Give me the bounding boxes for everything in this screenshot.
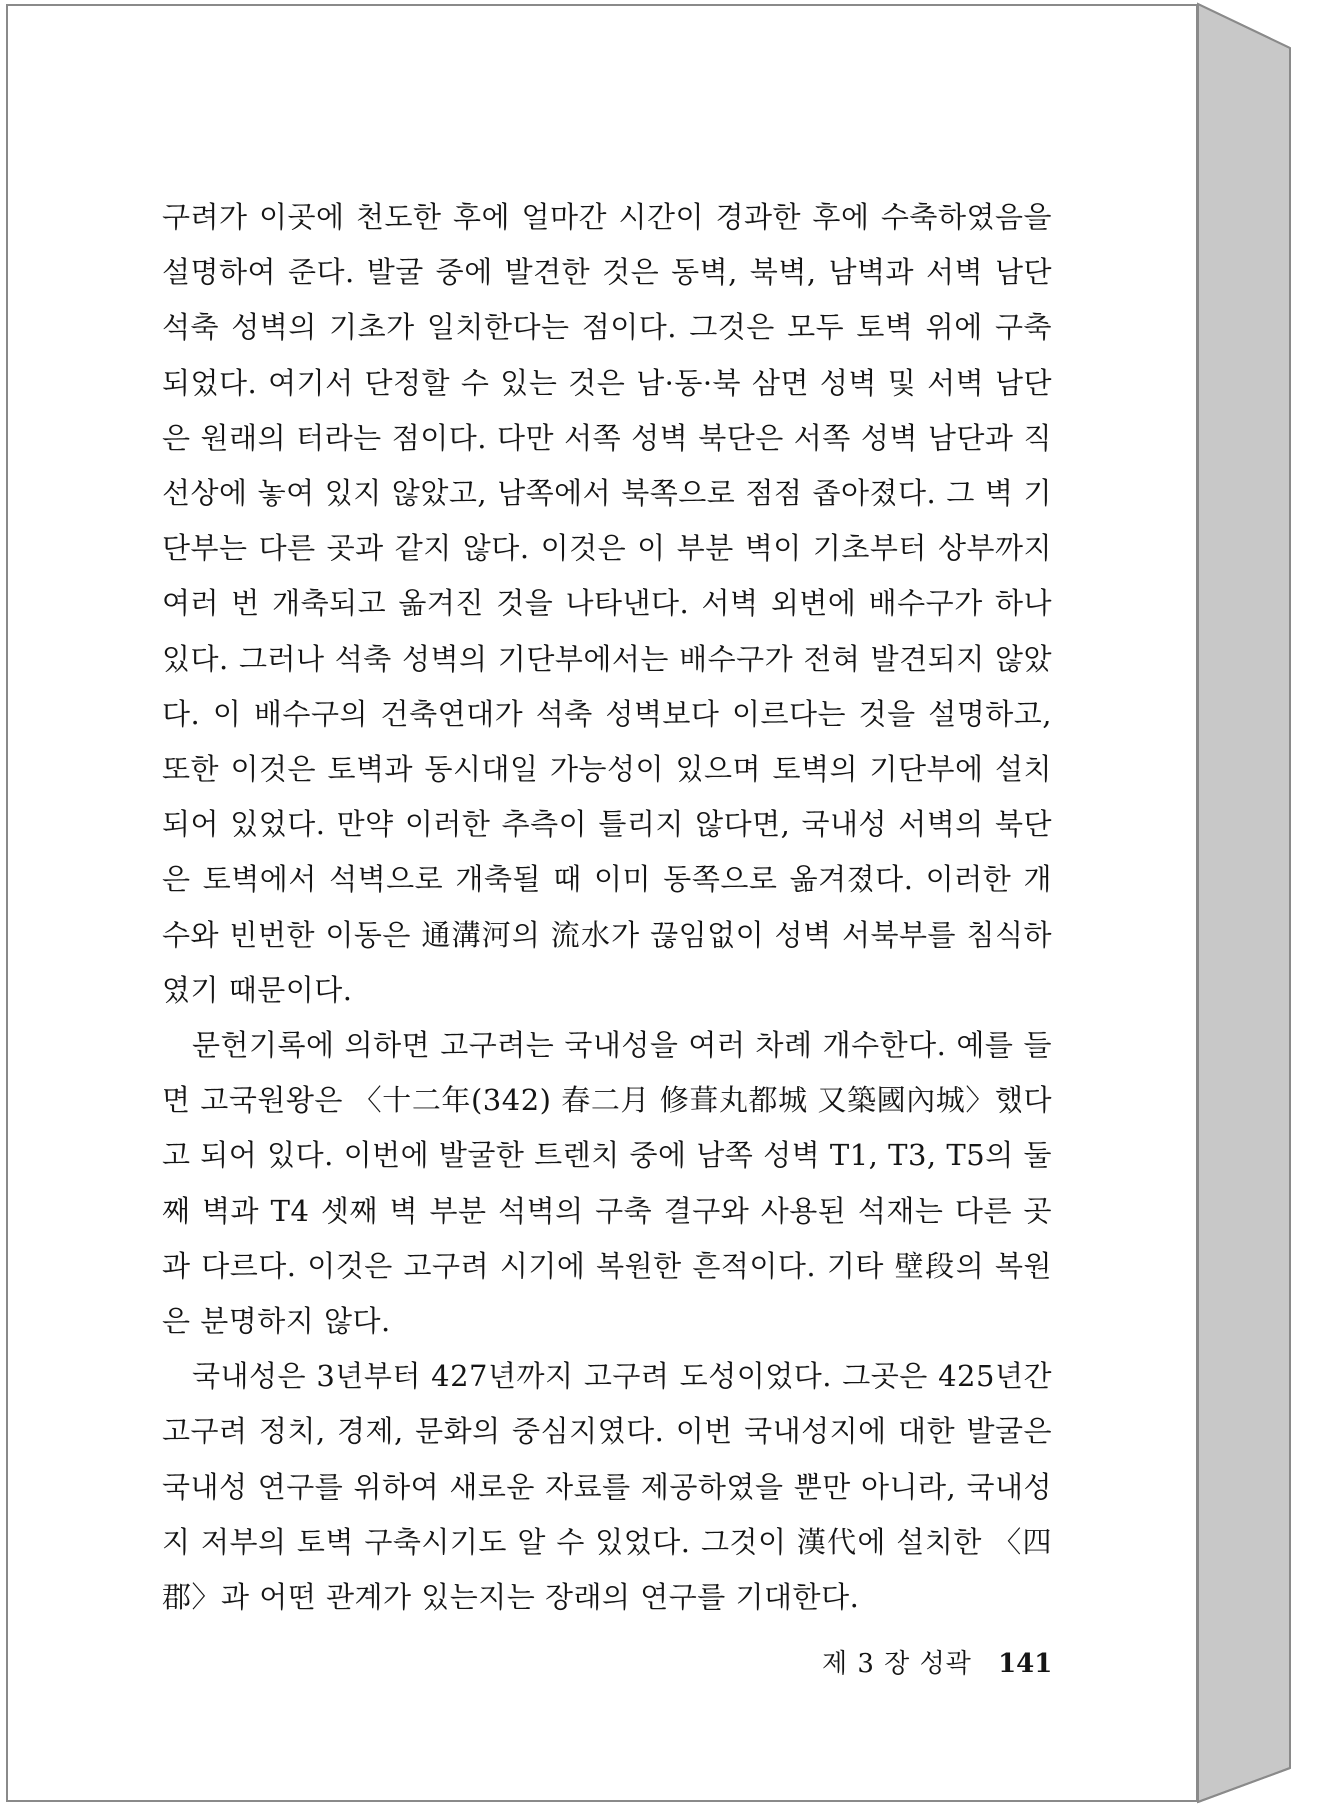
page-number: 141 [998,1649,1053,1679]
body-text [162,190,1052,1625]
page-footer [822,1643,1052,1680]
chapter-label: 제 3 장 성곽 [822,1649,972,1679]
paragraph-3: 국내성은 3년부터 427년까지 고구려 도성이었다. 그곳은 425년간 고구려 정치, 경제, 문화의 중심지였다. 이번 국내성지에 대한 발굴은 국내성 연구를 위하여 새로운 자료를 제공하였을 뿐만 아니라, 국내성지 저부의 토벽 구축시기도 알 수 있었다. 그것이 漢代에 설치한 〈四郡〉과 어떤 관계가 있는지는 장래의 연구를 기대한다. [162,1359,1052,1615]
paragraph-1: 구려가 이곳에 천도한 후에 얼마간 시간이 경과한 후에 수축하였음을 설명하여 준다. 발굴 중에 발견한 것은 동벽, 북벽, 남벽과 서벽 남단 석축 성벽의 기초가 일치한다는 점이다. 그것은 모두 토벽 위에 구축되었다. 여기서 단정할 수 있는 것은 남·동·북 삼면 성벽 및 서벽 남단은 원래의 터라는 점이다. 다만 서쪽 성벽 북단은 서쪽 성벽 남단과 직선상에 놓여 있지 않았고, 남쪽에서 북쪽으로 점점 좁아졌다. 그 벽 기단부는 다른 곳과 같지 않다. 이것은 이 부분 벽이 기초부터 상부까지 여러 번 개축되고 옮겨진 것을 나타낸다. 서벽 외변에 배수구가 하나 있다. 그러나 석축 성벽의 기단부에서는 배수구가 전혀 발견되지 않았다. 이 배수구의 건축연대가 석축 성벽보다 이르다는 것을 설명하고, 또한 이것은 토벽과 동시대일 가능성이 있으며 토벽의 기단부에 설치되어 있었다. 만약 이러한 추측이 틀리지 않다면, 국내성 서벽의 북단은 토벽에서 석벽으로 개축될 때 이미 동쪽으로 옮겨졌다. 이러한 개수와 빈번한 이동은 通溝河의 流水가 끊임없이 성벽 서북부를 침식하였기 때문이다. [162,200,1052,1007]
paragraph-2: 문헌기록에 의하면 고구려는 국내성을 여러 차례 개수한다. 예를 들면 고국원왕은 〈十二年(342) 春二月 修葺丸都城 又築國內城〉했다고 되어 있다. 이번에 발굴한 트렌치 중에 남쪽 성벽 T1, T3, T5의 둘째 벽과 T4 셋째 벽 부분 석벽의 구축 결구와 사용된 석재는 다른 곳과 다르다. 이것은 고구려 시기에 복원한 흔적이다. 기타 壁段의 복원은 분명하지 않다. [162,1028,1052,1339]
